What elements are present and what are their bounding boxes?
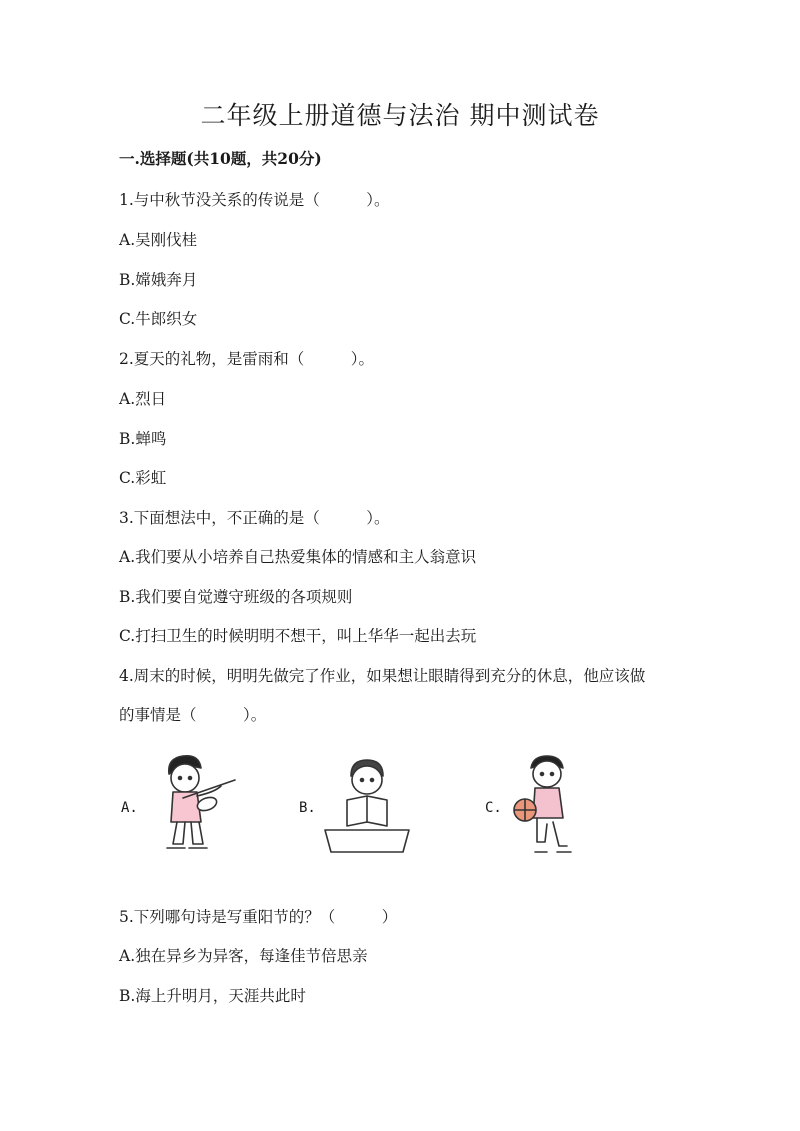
question-2-option-c: C.彩虹 bbox=[119, 469, 167, 487]
picture-option-a-label: A. bbox=[121, 800, 138, 816]
question-1-option-b: B.嫦娥奔月 bbox=[119, 271, 198, 289]
question-5-option-b: B.海上升明月，天涯共此时 bbox=[119, 987, 306, 1005]
question-1-option-c: C.牛郎织女 bbox=[119, 310, 198, 328]
child-playing-basketball-icon bbox=[507, 752, 587, 862]
question-2-option-b: B.蝉鸣 bbox=[119, 430, 167, 448]
picture-option-c-label: C. bbox=[485, 800, 502, 816]
child-reading-book-icon bbox=[317, 756, 417, 856]
question-5-stem: 5.下列哪句诗是写重阳节的？（ ） bbox=[119, 908, 398, 926]
question-3-option-b: B.我们要自觉遵守班级的各项规则 bbox=[119, 588, 353, 606]
question-4-picture-options bbox=[119, 752, 599, 864]
section-heading: 一.选择题(共10题，共20分) bbox=[119, 149, 322, 168]
question-3-option-c: C.打扫卫生的时候明明不想干，叫上华华一起出去玩 bbox=[119, 627, 477, 645]
question-2-option-a: A.烈日 bbox=[119, 390, 167, 408]
question-5-option-a: A.独在异乡为异客，每逢佳节倍思亲 bbox=[119, 947, 368, 965]
question-1-stem: 1.与中秋节没关系的传说是（ ）。 bbox=[119, 191, 390, 209]
question-1-option-a: A.吴刚伐桂 bbox=[119, 231, 198, 249]
question-2-stem: 2.夏天的礼物，是雷雨和（ ）。 bbox=[119, 350, 375, 368]
page-title: 二年级上册道德与法治 期中测试卷 bbox=[200, 101, 600, 130]
question-4-stem-line-2: 的事情是（ ）。 bbox=[119, 706, 267, 724]
child-playing-violin-icon bbox=[147, 752, 239, 862]
question-4-stem-line-1: 4.周末的时候，明明先做完了作业，如果想让眼睛得到充分的休息，他应该做 bbox=[119, 667, 646, 685]
picture-option-b-label: B. bbox=[299, 800, 316, 816]
question-3-option-a: A.我们要从小培养自己热爱集体的情感和主人翁意识 bbox=[119, 548, 477, 566]
question-3-stem: 3.下面想法中，不正确的是（ ）。 bbox=[119, 509, 390, 527]
